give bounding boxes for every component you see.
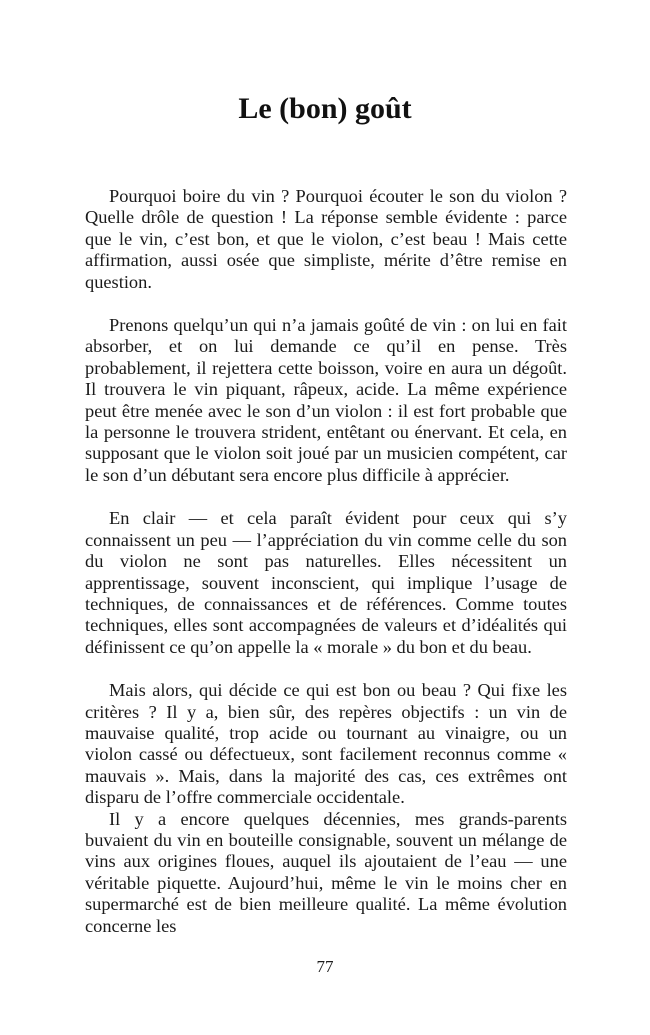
chapter-title: Le (bon) goût — [238, 92, 412, 125]
paragraph-2: Prenons quelqu’un qui n’a jamais goûté de vin : on lui en fait absorber, et on lui demande ce qu’il en pense. Très probablement, il rejettera cette boisson, voire en aura un dégoût. Il trouvera le vin piquant, râpeux, acide. La même expérience peut être menée avec le son d’un violon : il est fort probable que la personne le trouvera strident, entêtant ou énervant. Et cela, en supposant que le violon soit joué par un musicien compétent, car le son d’un débutant sera encore plus difficile à apprécier. — [85, 315, 567, 485]
page-number: 77 — [316, 957, 334, 976]
paragraph-1: Pourquoi boire du vin ? Pourquoi écouter le son du violon ? Quelle drôle de question ! La réponse semble évidente : parce que le vin, c’est bon, et que le violon, c’est beau ! Mais cette affirmation, aussi osée que simpliste, mérite d’être remise en question. — [85, 186, 567, 292]
paragraph-5: Il y a encore quelques décennies, mes grands-parents buvaient du vin en bouteille consignable, souvent un mélange de vins aux origines floues, auquel ils ajoutaient de l’eau — une véritable piquette. Aujourd’hui, même le vin le moins cher en supermarché est de bien meilleure qualité. La même évolution concerne les — [85, 808, 567, 936]
paragraph-4: Mais alors, qui décide ce qui est bon ou beau ? Qui fixe les critères ? Il y a, bien sûr, des repères objectifs : un vin de mauvaise qualité, trop acide ou tournant au vinaigre, ou un violon cassé ou défectueux, sont facilement reconnus comme « mauvais ». Mais, dans la majorité des cas, ces extrêmes ont disparu de l’offre commerciale occidentale. — [85, 680, 567, 808]
body-text — [85, 186, 567, 937]
paragraph-3: En clair — et cela paraît évident pour ceux qui s’y connaissent un peu — l’appréciation du vin comme celle du son du violon ne sont pas naturelles. Elles nécessitent un apprentissage, souvent inconscient, qui implique l’usage de techniques, de connaissances et de références. Comme toutes techniques, elles sont accompagnées de valeurs et d’idéalités qui définissent ce qu’on appelle la « morale » du bon et du beau. — [85, 508, 567, 657]
